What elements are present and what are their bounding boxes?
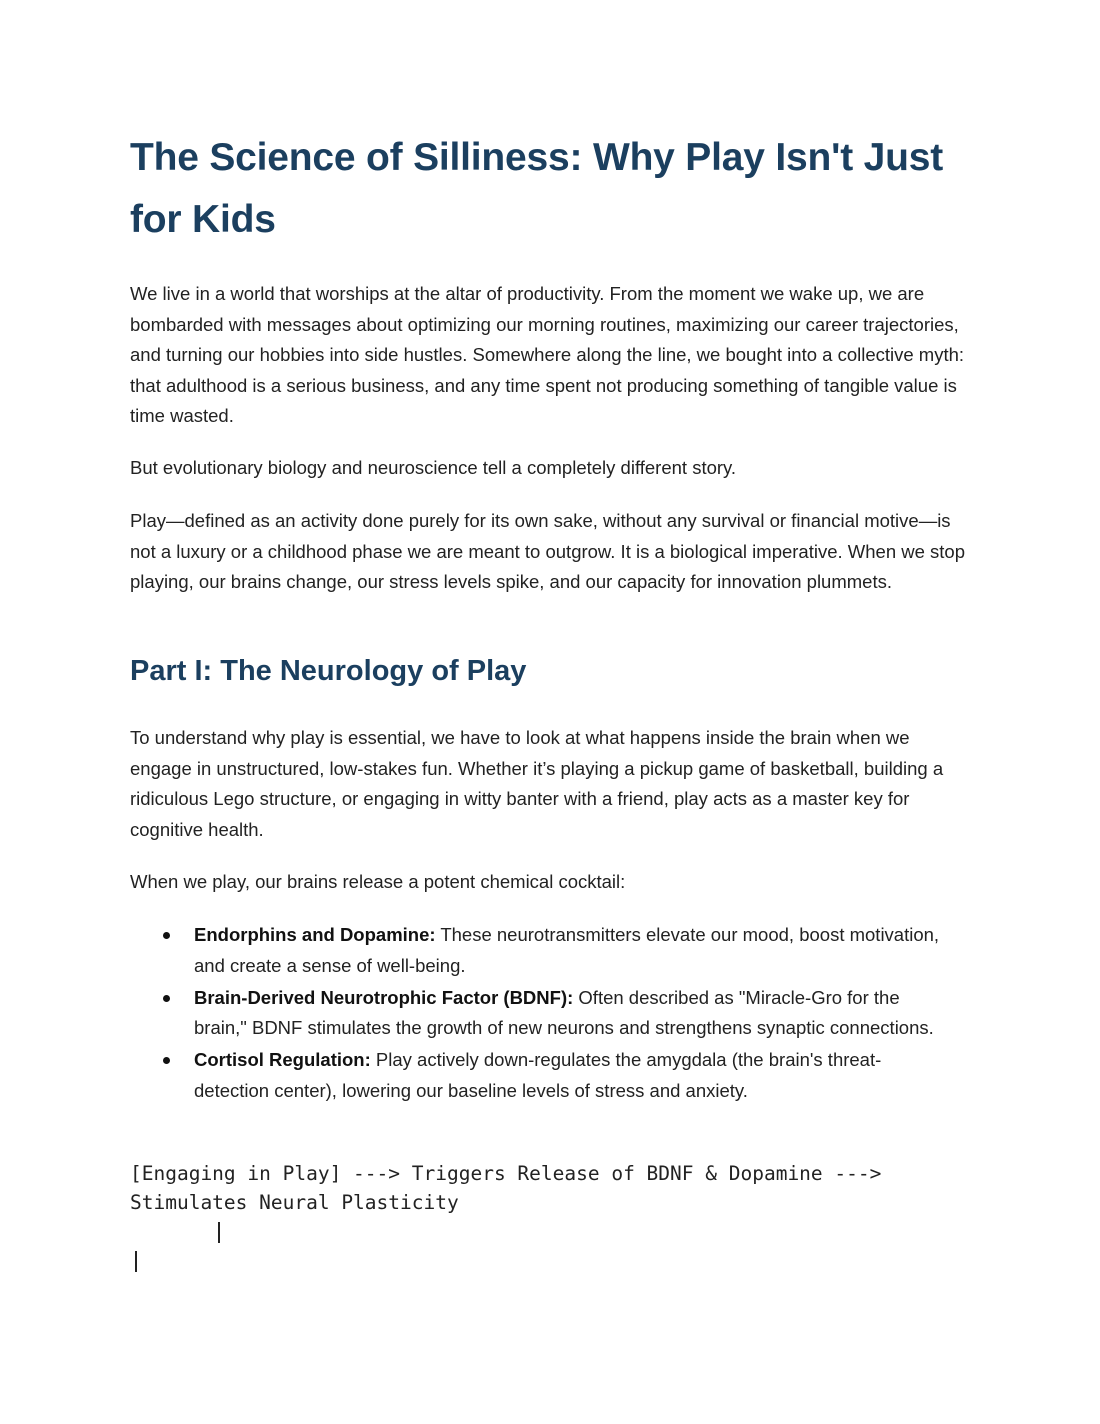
section-paragraph-2: When we play, our brains release a potent chemical cocktail: (130, 871, 626, 892)
intro-paragraph-1: We live in a world that worships at the altar of productivity. From the moment we wake up, we are bombarded with messages about optimizing our morning routines, maximizing our career trajectories, and turning our hobbies into side hustles. Somewhere along the line, we bought into a collective myth: that adulthood is a serious business, and any time spent not producing something of tangible value is time wasted. (130, 283, 965, 426)
section-paragraph-1: To understand why play is essential, we have to look at what happens inside the brain when we engage in unstructured, low-stakes fun. Whether it’s playing a pickup game of basketball, building a ridiculous Lego structure, or engaging in witty banter with a friend, play acts as a master key for cognitive health. (130, 727, 944, 840)
diagram-line-1: [Engaging in Play] ---> Triggers Release of BDNF & Dopamine ---> (130, 1162, 882, 1185)
bullet-term: Cortisol Regulation: (194, 1049, 371, 1070)
diagram-connector-line (135, 1251, 137, 1272)
list-item (130, 983, 954, 1044)
bullet-term: Endorphins and Dopamine: (194, 924, 436, 945)
list-item (130, 1045, 954, 1106)
bullet-text: These neurotransmitters elevate our mood, boost motivation, and create a sense of well-being. (194, 924, 940, 976)
page-title: The Science of Silliness: Why Play Isn't Just for Kids (130, 136, 944, 241)
diagram-line-2: Stimulates Neural Plasticity (130, 1191, 459, 1214)
intro-paragraph-2: But evolutionary biology and neuroscience tell a completely different story. (130, 457, 737, 478)
section-heading: Part I: The Neurology of Play (130, 655, 527, 687)
intro-paragraph-3: Play—defined as an activity done purely for its own sake, without any survival or financial motive—is not a luxury or a childhood phase we are meant to outgrow. It is a biological imperative. When we stop playing, our brains change, our stress levels spike, and our capacity for innovation plummets. (130, 510, 966, 592)
bullet-icon (163, 932, 170, 939)
bullet-icon (163, 1057, 170, 1064)
diagram-connector-line (218, 1222, 220, 1243)
bullet-text: Often described as "Miracle-Gro for the brain," BDNF stimulates the growth of new neurons and strengthens synaptic connections. (194, 986, 934, 1038)
bullet-text: Play actively down-regulates the amygdala (the brain's threat-detection center), lowering our baseline levels of stress and anxiety. (194, 1049, 882, 1101)
bullet-list (130, 920, 975, 1108)
bullet-term: Brain-Derived Neurotrophic Factor (BDNF): (194, 986, 574, 1008)
list-item (130, 920, 954, 981)
bullet-icon (163, 995, 170, 1002)
